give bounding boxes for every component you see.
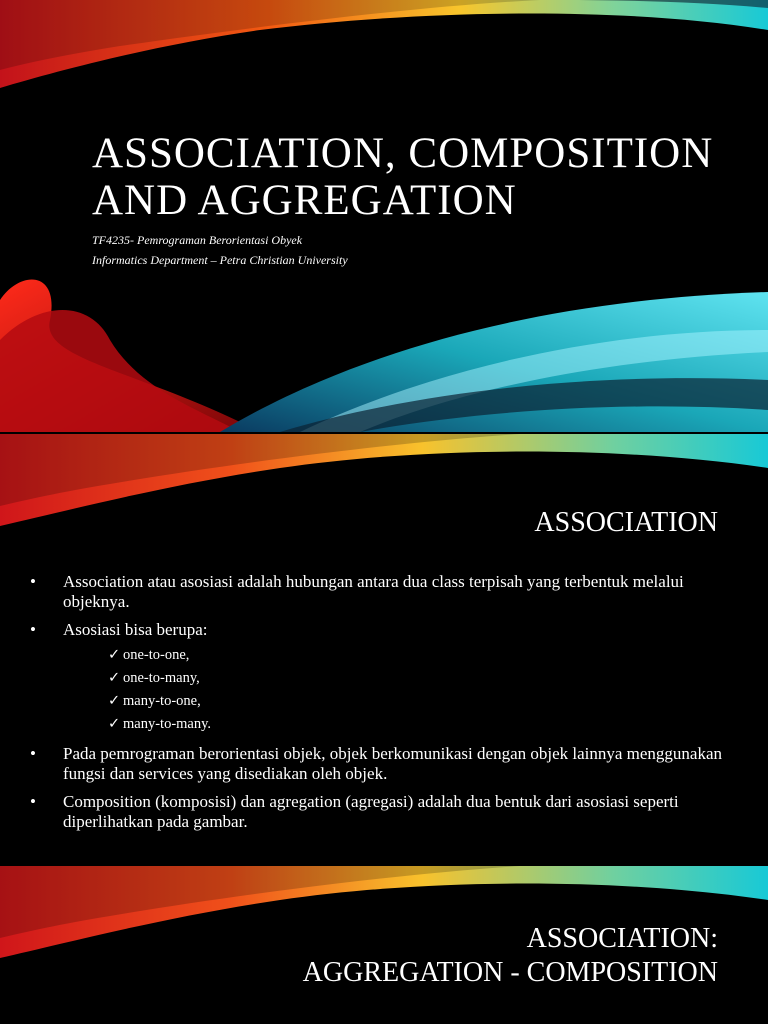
bullet-text: Pada pemrograman berorientasi objek, objek berkomunikasi dengan objek lainnya menggunakan fungsi dan services yang disediakan oleh objek. <box>63 744 723 783</box>
bullet-item <box>30 572 730 612</box>
sub-item-text: many-to-one, <box>123 693 201 709</box>
check-icon: ✓ <box>108 716 121 732</box>
section-heading: ASSOCIATION <box>534 507 718 538</box>
sub-item-text: one-to-many, <box>123 670 200 686</box>
department-subtitle: Informatics Department – Petra Christian University <box>92 253 348 267</box>
sub-item <box>108 644 730 667</box>
sub-item <box>108 713 730 736</box>
sub-item-text: many-to-many. <box>123 716 212 732</box>
check-icon: ✓ <box>108 647 121 663</box>
slide-aggregation-composition <box>0 864 768 1024</box>
slide-association <box>0 432 768 864</box>
bullet-text: Composition (komposisi) dan agregation (agregasi) adalah dua bentuk dari asosiasi seperti diperlihatkan pada gambar. <box>63 792 679 831</box>
heading-line-2: AGGREGATION - COMPOSITION <box>302 957 718 988</box>
sub-item-text: one-to-one, <box>123 647 190 663</box>
bullet-text: Asosiasi bisa berupa: <box>63 620 208 639</box>
slide-title-heading <box>92 130 713 224</box>
section-heading <box>303 922 718 990</box>
title-line-2: AND AGGREGATION <box>92 177 517 224</box>
check-icon: ✓ <box>108 693 121 709</box>
bullet-item <box>30 792 730 832</box>
slide-title <box>0 0 768 432</box>
course-subtitle: TF4235- Pemrograman Berorientasi Obyek <box>92 233 303 247</box>
bullet-item <box>30 620 730 736</box>
check-icon: ✓ <box>108 670 121 686</box>
sub-list <box>63 644 730 736</box>
heading-line-1: ASSOCIATION: <box>526 923 718 954</box>
sub-item <box>108 667 730 690</box>
bullet-item <box>30 744 730 784</box>
title-line-1: ASSOCIATION, COMPOSITION <box>92 130 714 177</box>
sub-item <box>108 690 730 713</box>
bullet-text: Association atau asosiasi adalah hubungan antara dua class terpisah yang terbentuk melalui objeknya. <box>63 572 684 611</box>
bullet-list <box>30 572 730 840</box>
